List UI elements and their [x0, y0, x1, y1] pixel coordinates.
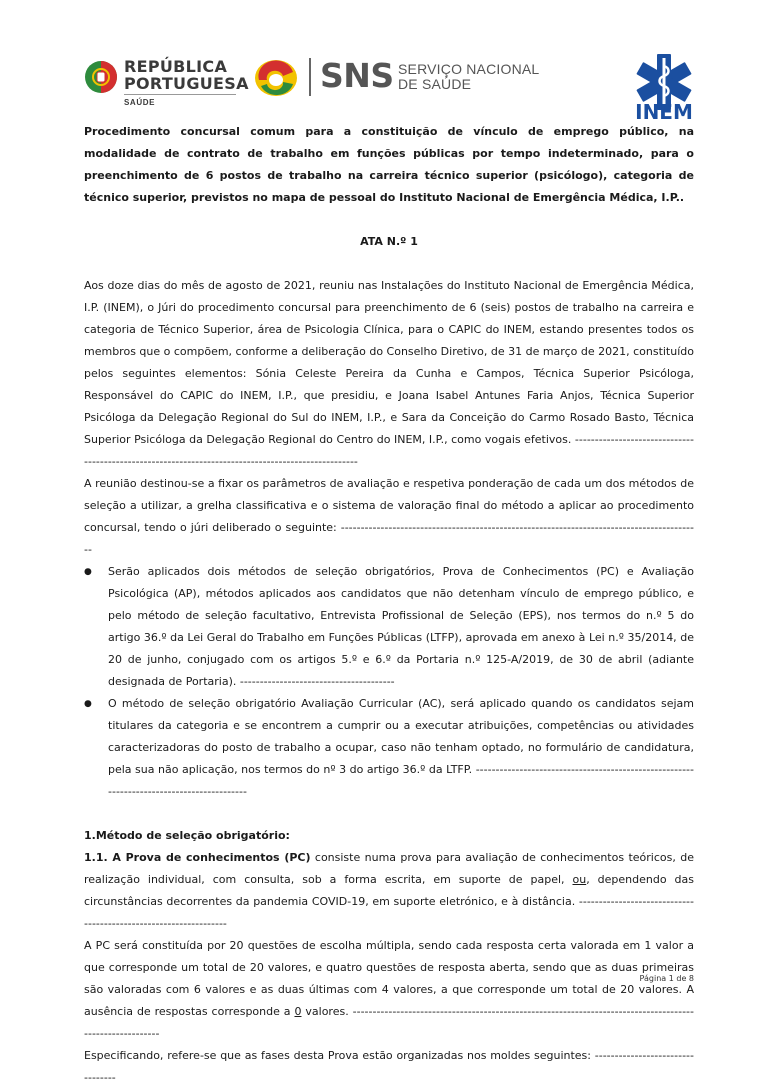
- sns-emblem-icon: [253, 58, 299, 98]
- sns-abbreviation: SNS: [320, 56, 394, 95]
- republica-portuguesa-logo: [84, 57, 249, 110]
- portugal-emblem-icon: [84, 60, 118, 94]
- republica-divider: [124, 94, 236, 95]
- section-1-1-paragraph: [84, 847, 694, 935]
- section-1-1-ou: ou: [572, 873, 587, 886]
- list-item: ● Serão aplicados dois métodos de seleção obrigatórios, Prova de Conhecimentos (PC) e Avaliação Psicológica (AP), métodos aplicados aos candidatos que não detenham vínculo de emprego público, e pelo método de seleção facultativo, Entrevista Profissional de Seleção (EPS), nos termos do n.º 5 do artigo 36.º da Lei Geral do Trabalho em Funções Públicas (LTFP), aprovada em anexo à Lei n.º 35/2014, de 20 de junho, conjugado com os artigos 5.º e 6.º da Portaria n.º 125-A/2019, de 30 de abril (adiante designada de Portaria). ---------------------------------------: [84, 561, 694, 693]
- republica-line2: PORTUGUESA: [124, 74, 249, 93]
- document-body: [84, 121, 694, 1089]
- list-item: ● O método de seleção obrigatório Avaliação Curricular (AC), será aplicado quando os candidatos sejam titulares da categoria e se encontrem a cumprir ou a executar atribuições, competências ou atividades caracterizadoras do posto de trabalho a ocupar, caso não tenham optado, no formulário de candidatura, pela sua não aplicação, nos termos do nº 3 do artigo 36.º da LTFP. ------------------------------------------------------------------------------------------: [84, 693, 694, 803]
- ata-heading: ATA N.º 1: [360, 235, 418, 248]
- purpose-paragraph: A reunião destinou-se a fixar os parâmetros de avaliação e respetiva ponderação de cada um dos métodos de seleção a utilizar, a grelha classificativa e o sistema de valoração final do método a aplicar ao procedimento concursal, tendo o júri deliberado o seguinte: -------------------------------------------------------------------------------------------: [84, 477, 694, 556]
- letterhead: [0, 0, 768, 124]
- section-1-1-text-b: , dependendo das circunstâncias decorrentes da pandemia COVID-19, em suporte eletrónico, e à distância. -----------------------------------------------------------------: [84, 873, 694, 930]
- sns-full-name: [398, 62, 539, 92]
- republica-line1: REPÚBLICA: [124, 57, 228, 76]
- inem-wordmark: INEM: [635, 100, 693, 124]
- section-1-1-label: 1.1. A Prova de conhecimentos (PC): [84, 851, 311, 864]
- pc-structure-paragraph: [84, 935, 694, 1045]
- deliberation-list: [84, 561, 694, 803]
- procedure-title: Procedimento concursal comum para a constituição de vínculo de emprego público, na modalidade de contrato de trabalho em funções públicas por tempo indeterminado, para o preenchimento de 6 postos de trabalho na carreira técnico superior (psicólogo), categoria de técnico superior, previstos no mapa de pessoal do Instituto Nacional de Emergência Médica, I.P..: [84, 125, 694, 204]
- specifying-paragraph: Especificando, refere-se que as fases desta Prova estão organizadas nos moldes seguintes: ---------------------------------: [84, 1049, 694, 1084]
- pc-zero: 0: [294, 1005, 302, 1018]
- sns-divider: [309, 58, 311, 96]
- section-1-title: 1.Método de seleção obrigatório:: [84, 829, 290, 842]
- sns-name-line2: DE SAÚDE: [398, 76, 472, 92]
- page-number: Página 1 de 8: [639, 974, 694, 983]
- sns-name-line1: SERVIÇO NACIONAL: [398, 61, 540, 77]
- republica-subtitle: SAÚDE: [124, 98, 156, 107]
- pc-text-a: A PC será constituída por 20 questões de escolha múltipla, sendo cada resposta certa valorada em 1 valor a que corresponde um total de 20 valores, e quatro questões de resposta aberta, sendo que as duas primeiras são valoradas com 6 valores e as duas últimas com 4 valores, a que corresponde um total de 20 valores. A ausência de respostas corresponde a: [84, 939, 694, 1018]
- intro-paragraph: Aos doze dias do mês de agosto de 2021, reuniu nas Instalações do Instituto Nacional de Emergência Médica, I.P. (INEM), o Júri do procedimento concursal para preenchimento de 6 (seis) postos de trabalho na carreira e categoria de Técnico Superior, área de Psicologia Clínica, para o CAPIC do INEM, estando presentes todos os membros que o compõem, conforme a deliberação do Conselho Diretivo, de 31 de março de 2021, constituído pelos seguintes elementos: Sónia Celeste Pereira da Cunha e Campos, Técnica Superior Psicóloga, Responsável do CAPIC do INEM, I.P., que presidiu, e Joana Isabel Antunes Faria Anjos, Técnica Superior Psicóloga da Delegação Regional do Sul do INEM, I.P., e Sara da Conceição do Carmo Rosado Basto, Técnica Superior Psicóloga da Delegação Regional do Centro do INEM, I.P., como vogais efetivos. ---------------------------------------------------------------------------------------------------: [84, 279, 694, 468]
- section-1-1-text-a: consiste numa prova para avaliação de conhecimentos teóricos, de realização individual, com consulta, sob a forma escrita, em suporte de papel,: [84, 851, 694, 886]
- pc-text-b: valores. ---------------------------------------------------------------------------------------------------------: [84, 1005, 694, 1040]
